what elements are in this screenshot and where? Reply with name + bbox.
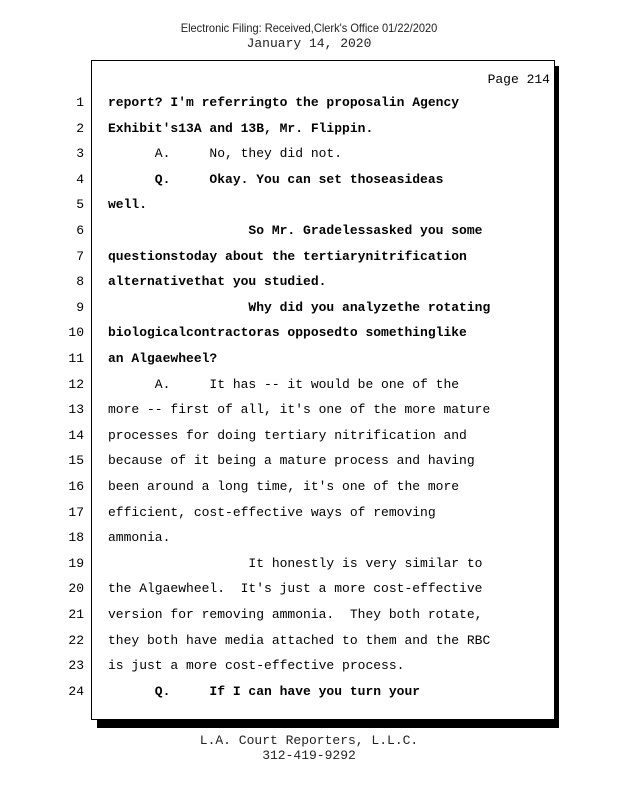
transcript-line: Q. If I can have you turn your (108, 684, 421, 699)
transcript-line: report? I'm referringto the proposalin Agency (108, 95, 460, 110)
line-number: 8 (76, 274, 84, 289)
line-number: 21 (68, 607, 84, 622)
transcript-line: It honestly is very similar to (108, 556, 483, 571)
line-number: 24 (68, 684, 84, 699)
line-number: 20 (68, 581, 84, 596)
transcript-line: A. It has -- it would be one of the (108, 377, 460, 392)
transcript-line: the Algaewheel. It's just a more cost-effective (108, 581, 483, 596)
line-number: 16 (68, 479, 84, 494)
transcript-line: they both have media attached to them and the RBC (108, 633, 491, 648)
line-number: 3 (76, 146, 84, 161)
transcript-line: Why did you analyzethe rotating (108, 300, 491, 315)
line-number: 14 (68, 428, 84, 443)
line-number: 6 (76, 223, 84, 238)
transcript-line: Q. Okay. You can set thoseasideas (108, 172, 444, 187)
transcript-line: alternativethat you studied. (108, 274, 327, 289)
transcript-line: So Mr. Gradelessasked you some (108, 223, 483, 238)
line-number: 19 (68, 556, 84, 571)
transcript-line: more -- first of all, it's one of the more mature (108, 402, 491, 417)
filing-stamp: Electronic Filing: Received,Clerk's Office 01/22/2020 (180, 21, 438, 35)
transcript-line: well. (108, 197, 148, 212)
court-reporter-phone: 312-419-9292 (262, 748, 356, 763)
transcript-line: biologicalcontractoras opposedto somethinglike (108, 325, 467, 340)
line-number: 7 (76, 249, 84, 264)
transcript-line: Exhibit's13A and 13B, Mr. Flippin. (108, 121, 374, 136)
line-number: 23 (68, 658, 84, 673)
transcript-line: is just a more cost-effective process. (108, 658, 405, 673)
transcript-line: version for removing ammonia. They both rotate, (108, 607, 483, 622)
line-number: 4 (76, 172, 84, 187)
line-number: 12 (68, 377, 84, 392)
line-number: 11 (68, 351, 84, 366)
transcript-line: processes for doing tertiary nitrification and (108, 428, 467, 443)
transcript-date: January 14, 2020 (246, 36, 372, 51)
transcript-line: questionstoday about the tertiarynitrification (108, 249, 467, 264)
transcript-line: ammonia. (108, 530, 171, 545)
line-number: 5 (76, 197, 84, 212)
transcript-line: A. No, they did not. (108, 146, 343, 161)
transcript-line: efficient, cost-effective ways of removing (108, 505, 436, 520)
court-reporter-name: L.A. Court Reporters, L.L.C. (199, 733, 419, 748)
line-number: 2 (76, 121, 84, 136)
page-number: Page 214 (487, 72, 550, 87)
line-number: 15 (68, 453, 84, 468)
line-number: 18 (68, 530, 84, 545)
line-number: 13 (68, 402, 84, 417)
line-number: 1 (76, 95, 84, 110)
transcript-line: an Algaewheel? (108, 351, 218, 366)
transcript-line: been around a long time, it's one of the more (108, 479, 460, 494)
line-number: 9 (76, 300, 84, 315)
line-number: 17 (68, 505, 84, 520)
line-number: 22 (68, 633, 84, 648)
line-number: 10 (68, 325, 84, 340)
transcript-line: because of it being a mature process and having (108, 453, 475, 468)
